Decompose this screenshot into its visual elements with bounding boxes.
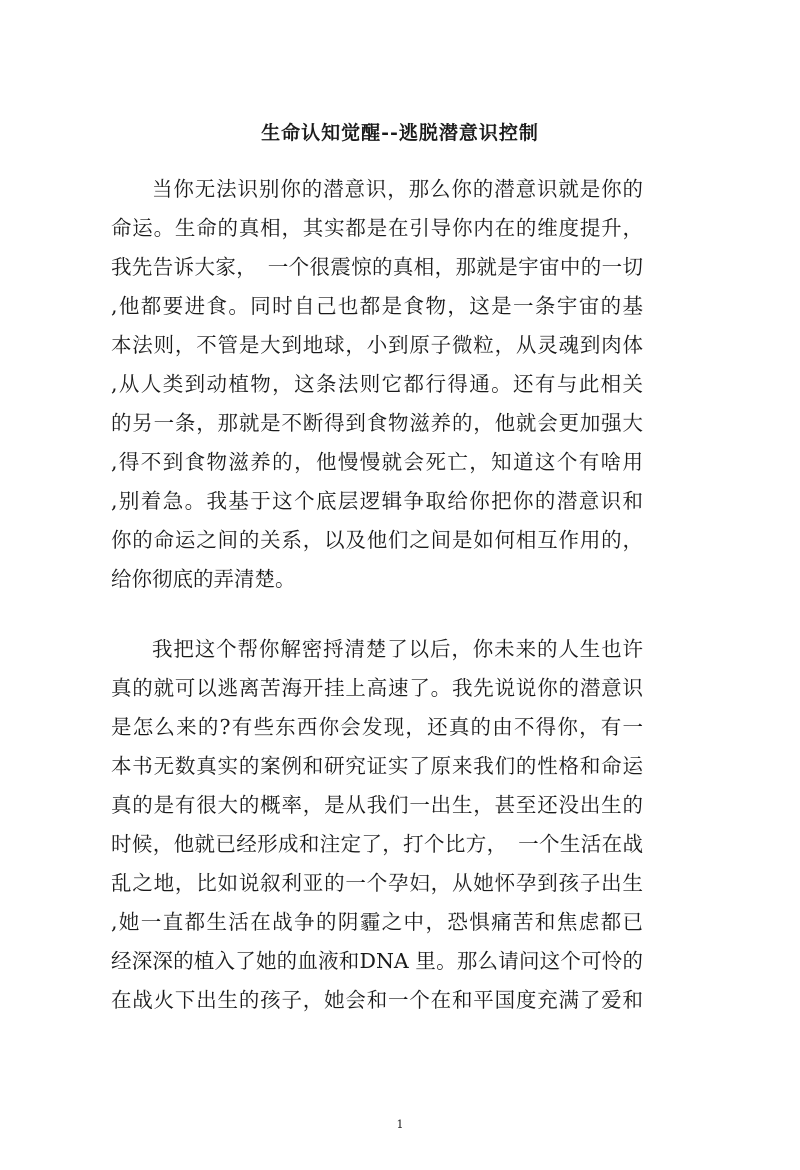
paragraph-2-line: 本书无数真实的案例和研究证实了原来我们的性格和命运 — [111, 754, 643, 778]
paragraph-2-line: 是怎么来的?有些东西你会发现，还真的由不得你，有一 — [111, 715, 643, 739]
paragraph-1-line: 命运。生命的真相，其实都是在引导你内在的维度提升， — [111, 216, 643, 240]
paragraph-2-line: 经深深的植入了她的血液和DNA 里。那么请问这个可怜的 — [111, 949, 643, 973]
paragraph-1-line: 我先告诉大家， 一个很震惊的真相，那就是宇宙中的一切 — [111, 255, 643, 279]
page-number: 1 — [396, 1118, 404, 1131]
paragraph-2-line: 真的是有很大的概率，是从我们一出生，甚至还没出生的 — [111, 793, 643, 817]
paragraph-1-line: 你的命运之间的关系，以及他们之间是如何相互作用的， — [111, 528, 643, 552]
paragraph-1-line: 本法则，不管是大到地球，小到原子微粒，从灵魂到肉体 — [111, 333, 643, 357]
paragraph-2-line: 时候，他就已经形成和注定了，打个比方， 一个生活在战 — [111, 832, 643, 856]
paragraph-1-line: 给你彻底的弄清楚。 — [111, 567, 296, 591]
paragraph-1-line: ,得不到食物滋养的，他慢慢就会死亡，知道这个有啥用 — [111, 450, 643, 474]
paragraph-1-line: ,别着急。我基于这个底层逻辑争取给你把你的潜意识和 — [111, 489, 643, 513]
paragraph-1-line: ,从人类到动植物，这条法则它都行得通。还有与此相关 — [111, 372, 643, 396]
paragraph-2-line: 真的就可以逃离苦海开挂上高速了。我先说说你的潜意识 — [111, 676, 643, 700]
paragraph-1-line: 当你无法识别你的潜意识，那么你的潜意识就是你的 — [152, 177, 643, 201]
paragraph-2-line: 乱之地，比如说叙利亚的一个孕妇，从她怀孕到孩子出生 — [111, 871, 643, 895]
paragraph-2-line: 在战火下出生的孩子，她会和一个在和平国度充满了爱和 — [111, 988, 643, 1012]
paragraph-2-line: 我把这个帮你解密捋清楚了以后，你未来的人生也许 — [152, 637, 643, 661]
paragraph-1-line: 的另一条，那就是不断得到食物滋养的，他就会更加强大 — [111, 411, 643, 435]
paragraph-1-line: ,他都要进食。同时自己也都是食物，这是一条宇宙的基 — [111, 294, 643, 318]
document-title: 生命认知觉醒--逃脱潜意识控制 — [261, 122, 539, 144]
paragraph-2-line: ,她一直都生活在战争的阴霾之中，恐惧痛苦和焦虑都已 — [111, 910, 643, 934]
